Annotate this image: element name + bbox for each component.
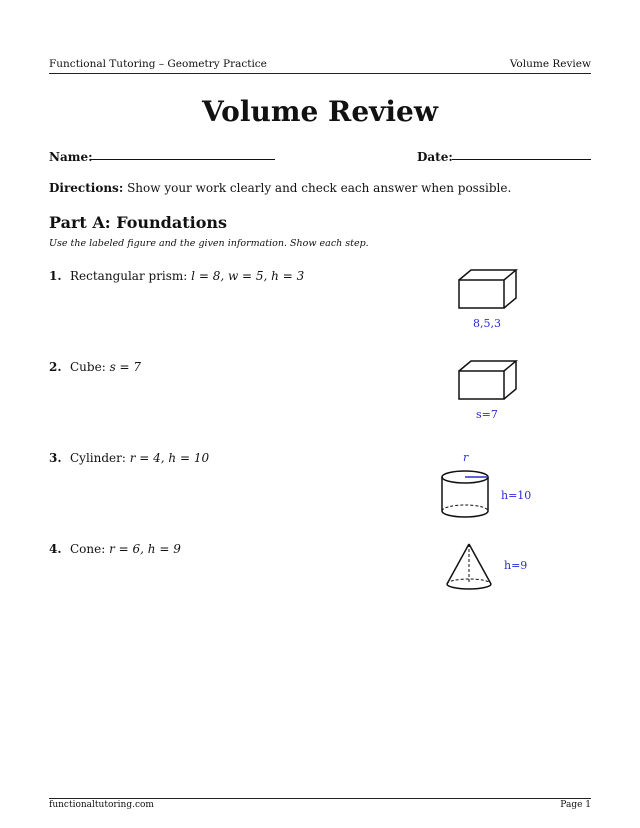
- question-number: 2.: [49, 360, 62, 374]
- footer-rule: [49, 798, 591, 799]
- question-math: s = 7: [109, 360, 142, 374]
- question-number: 4.: [49, 542, 62, 556]
- rectangular-prism-figure: [455, 268, 521, 312]
- header-left: Functional Tutoring – Geometry Practice: [49, 58, 267, 70]
- question-text: Rectangular prism:: [70, 269, 192, 283]
- cone-height-label: h=9: [504, 559, 528, 572]
- cylinder-figure: [440, 467, 496, 523]
- question-number: 1.: [49, 269, 62, 283]
- question-2: [49, 360, 141, 374]
- question-4: [49, 542, 181, 556]
- cube-figure: [455, 359, 521, 403]
- date-label: Date:: [417, 150, 453, 164]
- question-math: r = 4, h = 10: [129, 451, 210, 465]
- prism-dimension-label: 8,5,3: [473, 317, 501, 330]
- footer-page-number: Page 1: [560, 800, 591, 810]
- question-text: Cylinder:: [70, 451, 130, 465]
- footer-website: functionaltutoring.com: [49, 800, 154, 810]
- part-title: Part A: Foundations: [49, 213, 228, 232]
- cone-figure: [442, 541, 498, 595]
- part-subtitle: Use the labeled figure and the given information. Show each step.: [49, 238, 369, 249]
- directions-text: Show your work clearly and check each answer when possible.: [123, 181, 512, 195]
- question-math: l = 8, w = 5, h = 3: [191, 269, 305, 283]
- question-text: Cube:: [70, 360, 110, 374]
- name-label: Name:: [49, 150, 93, 164]
- question-text: Cone:: [70, 542, 110, 556]
- header-right: Volume Review: [509, 58, 591, 70]
- question-number: 3.: [49, 451, 62, 465]
- date-field[interactable]: [452, 159, 591, 160]
- header-rule: [49, 73, 591, 74]
- cube-dimension-label: s=7: [476, 408, 498, 421]
- page-title: Volume Review: [202, 95, 438, 128]
- question-1: [49, 269, 304, 283]
- question-math: r = 6, h = 9: [109, 542, 181, 556]
- name-field[interactable]: [90, 159, 275, 160]
- cylinder-height-label: h=10: [501, 489, 532, 502]
- directions-label: Directions:: [49, 181, 124, 195]
- cylinder-radius-label: r: [463, 451, 469, 464]
- directions: [49, 181, 511, 195]
- question-3: [49, 451, 209, 465]
